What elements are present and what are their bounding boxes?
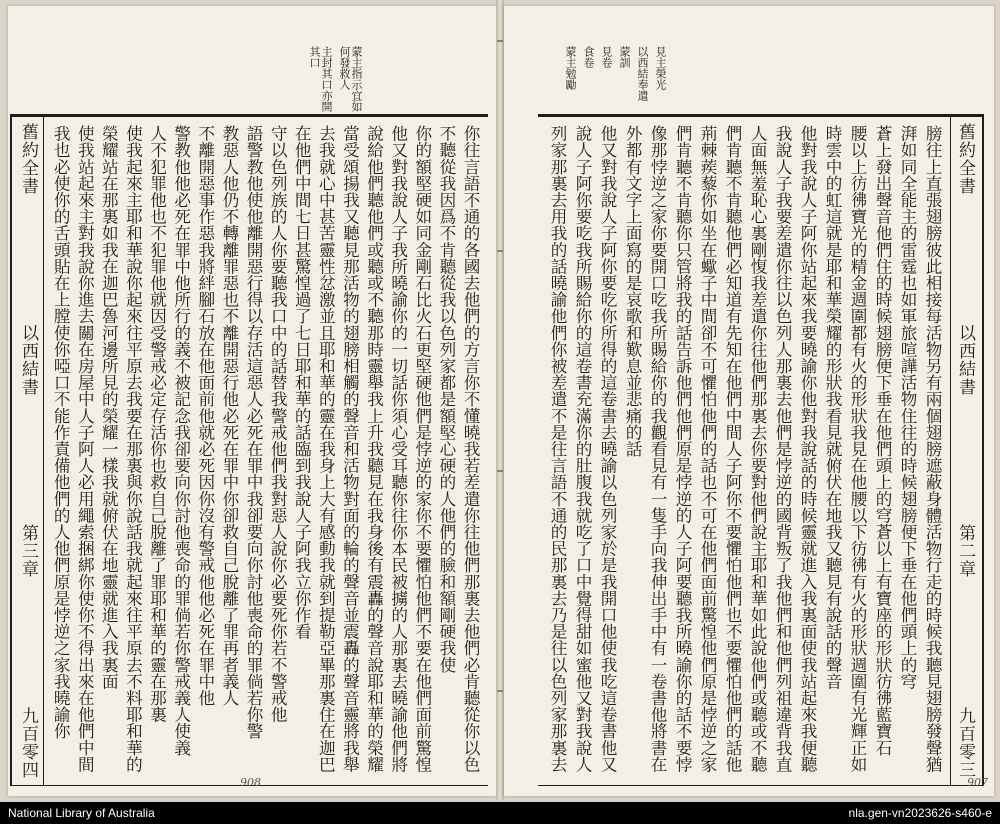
text-column: 教惡人他仍不轉離罪惡也不離開惡行他必死在罪中你卻救自己脫離了罪再者義人: [219, 125, 239, 706]
margin-note: 以西結奉遣: [636, 46, 649, 101]
text-column: 語警教他使他離開惡行得以存活這惡人必死在罪中我卻要向你討他喪命的罪倘若你警: [244, 125, 264, 740]
stitch: [497, 470, 503, 472]
left-text-body: [50, 125, 482, 779]
stitch: [497, 40, 503, 42]
stitch: [497, 690, 503, 692]
text-column: 你的額堅硬如同金剛石比火石更堅硬他們是悖逆的家你不要懼怕他們不要在他們面前驚惶: [412, 125, 432, 773]
text-column: 他對我說人子阿你站起來我要曉諭你他對我說話的時候靈就進入我裏面使我站起來我便聽: [798, 125, 817, 773]
text-column: 荊棘蒺藜你如坐在蠍子中間卻不可懼怕他們的話也不可在他們面前驚惶他們原是悖逆之家: [698, 125, 717, 773]
text-column: 不聽從我因爲不肯聽從我以色列家都是額堅心硬的人他們的臉和額剛硬我使: [436, 125, 456, 673]
text-column: 說給他們聽他們或聽或不聽那時靈舉我上升我聽見在我身後有震轟的聲音說耶和華的榮耀: [364, 125, 384, 773]
text-column: 膀往上直張翅膀彼此相接每活物另有兩個翅膀遮蔽身體活物行走的時候我聽見翅膀發聲猶: [923, 125, 942, 773]
stitch: [497, 250, 503, 252]
left-margin-notes: [308, 46, 362, 118]
right-running-head: [950, 117, 980, 785]
text-column: 人面無羞恥心裏剛愎我差遣你往他們那裏去你要對他們說主耶和華如此說他們或聽或不聽: [748, 125, 767, 773]
section-title: 以西結書: [18, 323, 38, 396]
text-column: 我說人子我要差遣你往以色列人那裏去他們是悖逆的國背叛了我他們和他們列祖違背我直: [773, 125, 792, 773]
text-column: 不離開惡事作惡我將絆腳石放在他面前他就必死因你沒有警戒他他必死在罪中他: [195, 125, 215, 706]
right-page: [504, 6, 994, 796]
text-column: 我也必使你的舌頭貼在上膛使你啞口不能作責備他們的人他們原是悖逆之家我曉諭你: [51, 125, 71, 740]
archive-mark: 908: [240, 776, 261, 789]
text-column: 警教他他必死在罪中他所行的義不被記念我卻要向你討他喪命的罪倘若你警戒義人使義: [171, 125, 191, 756]
margin-note: 蒙主指示宜如何發救人: [338, 46, 363, 112]
archive-mark: 907: [967, 776, 988, 789]
book-title: 舊約全書: [18, 123, 38, 195]
right-margin-notes: [564, 46, 666, 118]
right-text-frame: [538, 114, 984, 786]
record-identifier: nla.gen-vn2023626-s460-e: [848, 806, 992, 820]
section-title: 以西結書: [955, 323, 975, 396]
left-page: [8, 6, 496, 796]
text-column: 你往言語不通的各國去他們的方言你不懂曉我若差遣你往他們那裏去他們必肯聽從你以色: [461, 125, 480, 773]
text-column: 列家那裏去用我的話曉諭他們你被差遣不是往言語不通的民那裏去乃是往以色列家那裏去: [548, 125, 567, 773]
margin-note: 主封其口亦開其口: [308, 46, 333, 112]
page-number: 九百零三: [955, 706, 975, 779]
right-text-body: [542, 125, 944, 779]
binding-gutter: [496, 0, 504, 800]
page-number: 九百零四: [18, 706, 38, 779]
text-column: 腰以上彷彿寶光的精金週圍都有火的形狀我見在他腰以下彷彿有火的形狀週圍有光輝正如: [848, 125, 867, 773]
margin-note: 見主榮光: [654, 46, 667, 90]
text-column: 蒼上發出聲音他們住的時候翅膀便下垂在他們頭上的穹蒼以上有寶座的形狀彷彿藍寶石: [873, 125, 892, 756]
chapter-label: 第三章: [18, 524, 38, 579]
text-column: 守以色列族的人你要聽我口中的話替我警戒他們我對惡人說你必要死你若不警戒他: [268, 125, 288, 723]
text-column: 時雲中的虹這就是耶和華榮耀的形狀我看見就俯伏在地我又聽見有說話的聲音: [823, 125, 842, 690]
text-column: 當受頌揚我又聽見那活物的翅膀相觸的聲音和活物對面的輪的聲音並震轟的聲音靈將我舉: [340, 125, 360, 773]
text-column: 榮耀站在那裏如我在迦巴魯河邊所見的榮耀一樣我就俯伏在地靈就進入我裏面: [99, 125, 119, 690]
footer-bar: [0, 802, 1000, 824]
text-column: 湃如同全能主的雷霆也如軍旅喧譁活物住往的時候翅膀便下垂在他們頭上的穹: [898, 125, 917, 690]
text-column: 使我站起來主對我說你進去關在房屋中人子阿人必用繩索捆綁你使你不得出來在他們中間: [75, 125, 95, 773]
text-column: 他又對我說人子阿你要吃你所得的這卷書去曉諭以色列家於是我開口他使我吃這卷書他又: [598, 125, 617, 773]
margin-note: 蒙主勉勵: [564, 46, 577, 90]
text-column: 他又對我說人子我所曉諭你的一切話你須心受耳聽你往你本民被擄的人那裏去曉諭他們將: [388, 125, 408, 773]
margin-note: 見卷: [600, 46, 613, 68]
institution-name: National Library of Australia: [8, 806, 155, 820]
text-column: 說人子阿你要吃我所賜給你的這卷書充滿你的肚腹我就吃了口中覺得甜如蜜他又對我說人: [573, 125, 592, 773]
margin-note: 蒙訓: [618, 46, 631, 68]
margin-note: 食卷: [582, 46, 595, 68]
text-column: 外都有文字上面寫的是哀歌和歎息並悲痛的話: [623, 125, 642, 457]
left-running-head: [14, 117, 44, 785]
text-column: 們肯聽不肯聽你只管將我的話告訴他們他們原是悖逆的人子阿要聽我所曉諭你的話不要悖: [673, 125, 692, 773]
text-column: 們肯聽不肯聽他們必知道有先知在他們中間人子阿你不要懼怕他們也不要懼怕他們的話他: [723, 125, 742, 773]
text-column: 在他們中間七日甚驚惶過了七日耶和華的話臨到我說人子阿我立你作看: [292, 125, 312, 640]
text-column: 去我就心中甚苦靈性忿激並且耶和華的靈在我身上大有感動我就到提勒亞畢那裏住在迦巴: [316, 125, 336, 773]
chapter-label: 第二章: [955, 524, 975, 579]
text-column: 使我起來主耶和華說你起來往平原去我要在那裏與你說話我就起來往平原去不料耶和華的: [123, 125, 143, 773]
book-title: 舊約全書: [955, 123, 975, 195]
text-column: 像那悖逆之家你要開口吃我所賜給你的我觀看見有一隻手向我伸出手中有一卷書他將書在: [648, 125, 667, 773]
left-text-frame: [10, 114, 488, 786]
text-column: 人不犯罪他也不犯罪他就因受警戒必定存活你也救自己脫離了罪耶和華的靈在那裏: [147, 125, 167, 723]
